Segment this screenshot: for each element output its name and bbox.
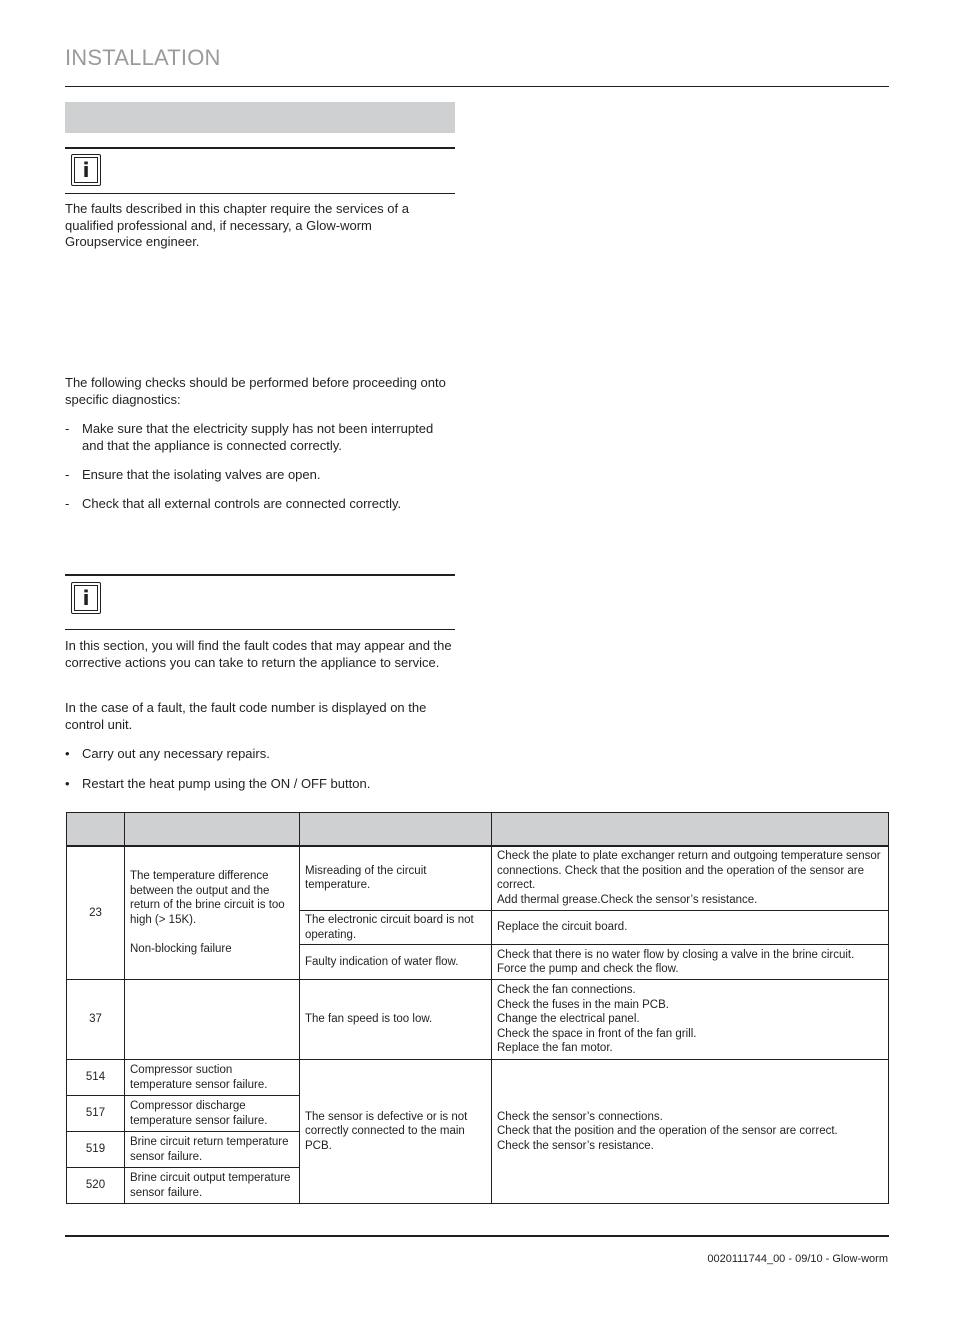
- fault-cause-cell: Faulty indication of water flow.: [300, 945, 492, 980]
- fault-cause-cell: The fan speed is too low.: [300, 980, 492, 1060]
- section-title: INSTALLATION: [65, 45, 221, 70]
- list-item-text: Check that all external controls are connected correctly.: [82, 496, 402, 511]
- footer-divider: [65, 1235, 889, 1237]
- table-header-row: [67, 813, 889, 846]
- list-item: [65, 776, 457, 793]
- list-marker: -: [65, 496, 70, 511]
- header-divider: [65, 86, 889, 87]
- info-icon: [71, 154, 101, 186]
- header-cell-code: [67, 813, 125, 846]
- list-item-text: Ensure that the isolating valves are open.: [82, 467, 321, 482]
- info-icon: [71, 582, 101, 614]
- bullet-marker: •: [65, 746, 70, 761]
- list-marker: -: [65, 467, 70, 482]
- checks-lead: The following checks should be performed before proceeding onto specific diagnostics:: [65, 375, 446, 407]
- info-icon-glyph: i: [74, 585, 98, 611]
- fault-action-cell: Replace the circuit board.: [492, 911, 889, 945]
- fault-description-cell: [125, 980, 300, 1060]
- bullet-marker: •: [65, 776, 70, 791]
- list-item: [65, 496, 457, 513]
- fault-action-cell: Check the plate to plate exchanger return and outgoing temperature sensor connections. Check that the position and the operation of the sensor are correct. Add thermal grease.Check the sensor’s resistance.: [492, 846, 889, 911]
- fault-description-cell: Brine circuit output temperature sensor failure.: [125, 1168, 300, 1204]
- fault-action-cell: Check the sensor’s connections. Check that the position and the operation of the sensor are correct. Check the sensor’s resistance.: [492, 1060, 889, 1204]
- info-box-bottom-rule: [65, 193, 455, 194]
- info-box-bottom-rule: [65, 629, 455, 630]
- fault-code-cell: 514: [67, 1060, 125, 1096]
- list-item: [65, 421, 457, 454]
- header-cell-cause: [300, 813, 492, 846]
- info-box-top-rule: [65, 574, 455, 576]
- list-item: [65, 467, 457, 484]
- fault-description-cell: Compressor discharge temperature sensor failure.: [125, 1096, 300, 1132]
- info-icon-glyph: i: [74, 157, 98, 183]
- list-item: [65, 746, 457, 763]
- list-item-text: Make sure that the electricity supply has not been interrupted and that the appliance is connected correctly.: [82, 421, 434, 453]
- fault-code-table: [66, 812, 889, 1204]
- info-box-top-rule: [65, 147, 455, 149]
- fault-code-cell: 37: [67, 980, 125, 1060]
- list-item-text: Restart the heat pump using the ON / OFF button.: [82, 776, 371, 791]
- fault-action-cell: Check that there is no water flow by closing a valve in the brine circuit. Force the pump and check the flow.: [492, 945, 889, 980]
- table-row: [67, 1060, 889, 1096]
- fault-cause-cell: Misreading of the circuit temperature.: [300, 846, 492, 911]
- fault-cause-cell: The sensor is defective or is not correctly connected to the main PCB.: [300, 1060, 492, 1204]
- fault-code-display-note: In the case of a fault, the fault code number is displayed on the control unit.: [65, 700, 427, 732]
- header-cell-description: [125, 813, 300, 846]
- fault-description-cell: Brine circuit return temperature sensor failure.: [125, 1132, 300, 1168]
- table-row: [67, 980, 889, 1060]
- fault-codes-intro: In this section, you will find the fault codes that may appear and the corrective actions you can take to return the appliance to service.: [65, 638, 452, 670]
- table-row: [67, 846, 889, 911]
- fault-action-cell: Check the fan connections. Check the fuses in the main PCB. Change the electrical panel. Check the space in front of the fan grill. Replace the fan motor.: [492, 980, 889, 1060]
- fault-description-cell: Compressor suction temperature sensor failure.: [125, 1060, 300, 1096]
- footer-reference: 0020111744_00 - 09/10 - Glow-worm: [707, 1253, 888, 1265]
- fault-cause-cell: The electronic circuit board is not operating.: [300, 911, 492, 945]
- fault-code-cell: 519: [67, 1132, 125, 1168]
- fault-description-cell: The temperature difference between the output and the return of the brine circuit is too high (> 15K). Non-blocking failure: [125, 846, 300, 980]
- fault-code-cell: 520: [67, 1168, 125, 1204]
- list-marker: -: [65, 421, 70, 436]
- fault-code-cell: 23: [67, 846, 125, 980]
- header-cell-action: [492, 813, 889, 846]
- list-item-text: Carry out any necessary repairs.: [82, 746, 270, 761]
- fault-code-cell: 517: [67, 1096, 125, 1132]
- heading-band: [65, 102, 455, 133]
- intro-text: The faults described in this chapter require the services of a qualified professional and, if necessary, a Glow-worm Groupservice engineer.: [65, 201, 409, 249]
